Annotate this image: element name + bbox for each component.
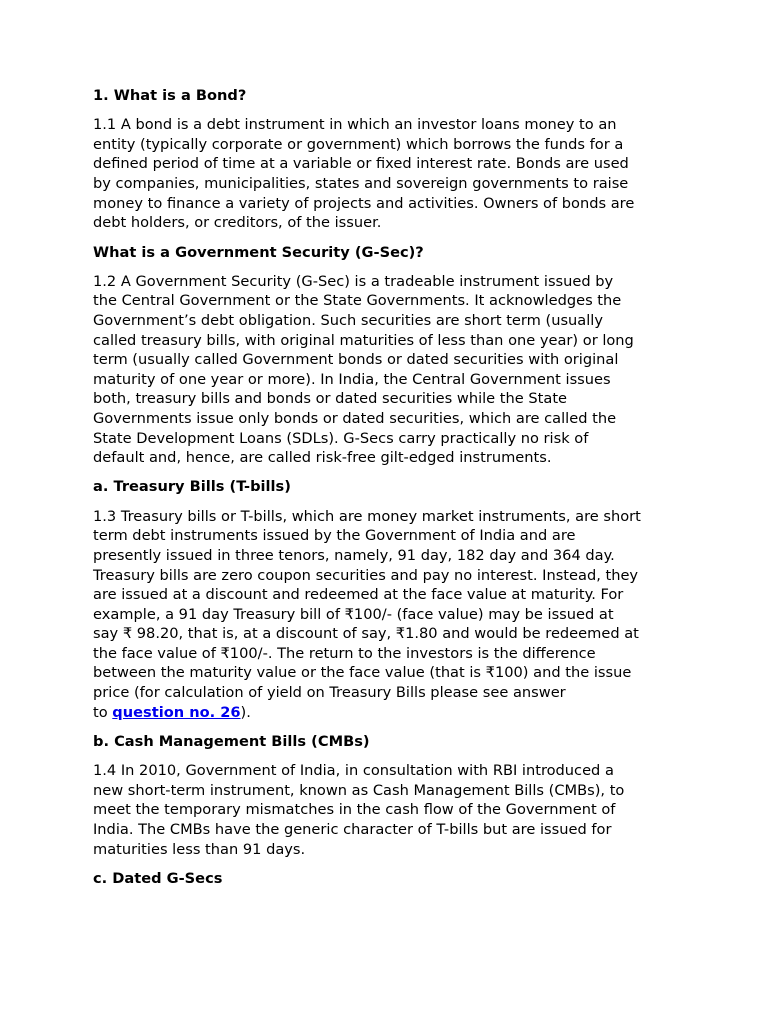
- question-26-link[interactable]: question no. 26: [112, 703, 241, 721]
- paragraph-1-2: 1.2 A Government Security (G-Sec) is a tradeable instrument issued by the Central Government or the State Governments. It acknowledges the Government’s debt obligation. Such securities are short term (usually called treasury bills, with original maturities of less than one year) or long term (usually called Government bonds or dated securities with original maturity of one year or more). In India, the Central Government issues both, treasury bills and bonds or dated securities while the State Governments issue only bonds or dated securities, which are called the State Development Loans (SDLs). G-Secs carry practically no risk of default and, hence, are called risk-free gilt-edged instruments.: [93, 272, 634, 467]
- paragraph-1-1: 1.1 A bond is a debt instrument in which an investor loans money to an entity (typically corporate or government) which borrows the funds for a defined period of time at a variable or fixed interest rate. Bonds are used by companies, municipalities, states and sovereign governments to raise money to finance a variety of projects and activities. Owners of bonds are debt holders, or creditors, of the issuer.: [93, 116, 635, 232]
- heading-treasury-bills: a. Treasury Bills (T-bills): [93, 478, 291, 496]
- heading-what-is-gsec: What is a Government Security (G-Sec)?: [93, 243, 424, 261]
- heading-dated-gsecs: c. Dated G-Secs: [93, 869, 223, 887]
- heading-what-is-bond: 1. What is a Bond?: [93, 87, 247, 104]
- heading-cash-management-bills: b. Cash Management Bills (CMBs): [93, 732, 370, 750]
- paragraph-1-3: [93, 507, 708, 723]
- paragraph-1-3-text: 1.3 Treasury bills or T-bills, which are money market instruments, are short term debt instruments issued by the Government of India and are presently issued in three tenors, namely, 91 day, 182 day and 364 day. Treasury bills are zero coupon securities and pay no interest. Instead, they are issued at a discount and redeemed at the face value at maturity. For example, a 91 day Treasury bill of ₹100/- (face value) may be issued at say ₹ 98.20, that is, at a discount of say, ₹1.80 and would be redeemed at the face value of ₹100/-. The return to the investors is the difference between the maturity value or the face value (that is ₹100) and the issue price (for calculation of yield on Treasury Bills please see answer to: [93, 507, 641, 721]
- paragraph-1-3-tail: ).: [240, 703, 251, 721]
- paragraph-1-4: 1.4 In 2010, Government of India, in consultation with RBI introduced a new short-term instrument, known as Cash Management Bills (CMBs), to meet the temporary mismatches in the cash flow of the Government of India. The CMBs have the generic character of T-bills but are issued for maturities less than 91 days.: [93, 762, 625, 858]
